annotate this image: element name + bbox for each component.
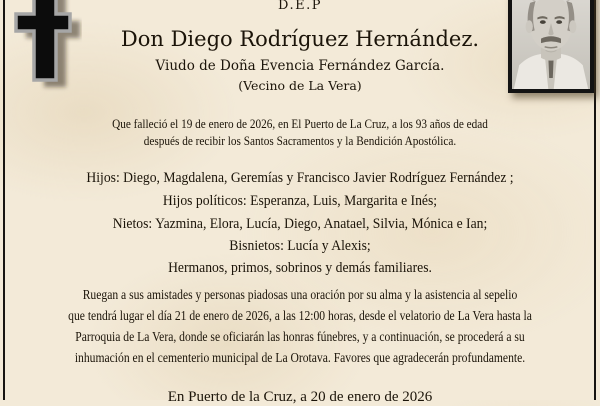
family-line-children-in-law: Hijos políticos: Esperanza, Luis, Margarita e Inés; (162, 193, 438, 209)
family-line-children: Hijos: Diego, Magdalena, Geremías y Francisco Javier Rodríguez Fernández ; (86, 170, 514, 186)
family-line-great-grandchildren: Bisnietos: Lucía y Alexis; (229, 238, 371, 254)
place-date-line: En Puerto de la Cruz, a 20 de enero de 2026 (167, 389, 433, 405)
dep-heading: D.E.P (278, 0, 322, 13)
widower-line: Viudo de Doña Evencia Fernández García. (155, 58, 445, 74)
family-line-relatives: Hermanos, primos, sobrinos y demás familiares. (168, 260, 432, 276)
funeral-request-line: que tendrá lugar el día 21 de enero de 2026, a las 12:00 horas, desde el velatorio de La Vera hasta la (68, 308, 532, 323)
family-line-grandchildren: Nietos: Yazmina, Elora, Lucía, Diego, Anatael, Silvia, Mónica e Ian; (112, 216, 488, 232)
death-announcement-line: Que falleció el 19 de enero de 2026, en El Puerto de La Cruz, a los 93 años de edad (112, 117, 488, 131)
funeral-request-line: Ruegan a sus amistades y personas piadosas una oración por su alma y la asistencia al sepelio (82, 287, 518, 302)
deceased-name: Don Diego Rodríguez Hernández. (120, 27, 480, 51)
funeral-request-line: Parroquia de La Vera, donde se oficiarán las honras fúnebres, y a continuación, se procederá a su (75, 329, 525, 344)
residence-line: (Vecino de La Vera) (238, 78, 362, 93)
death-announcement-line: después de recibir los Santos Sacramentos y la Bendición Apostólica. (143, 134, 457, 148)
funeral-request-line: inhumación en el cementerio municipal de La Orotava. Favores que agradecerán profundamente. (74, 350, 526, 365)
